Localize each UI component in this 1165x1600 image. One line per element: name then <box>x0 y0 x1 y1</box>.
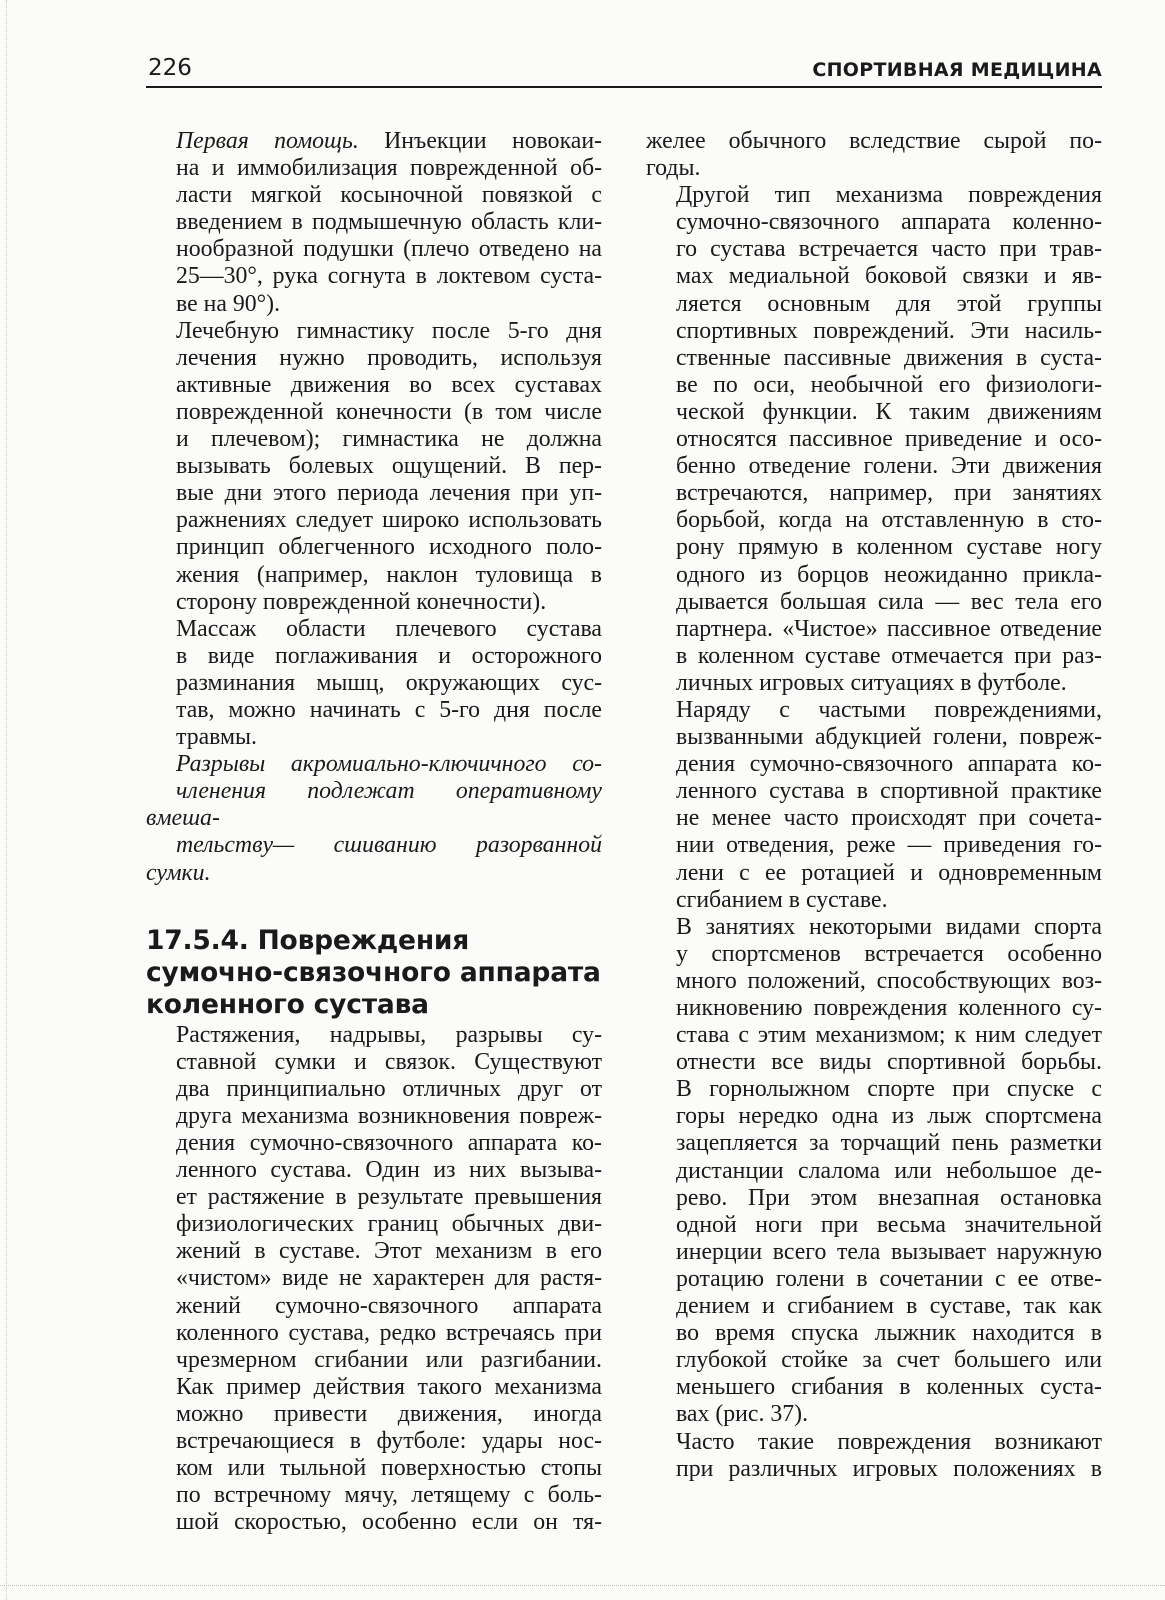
text-line: во время спуска лыжник находится в <box>676 1320 1102 1347</box>
text-line: годы. <box>646 155 701 182</box>
text-line: сгибанием в суставе. <box>676 886 888 913</box>
text-line: В занятиях некоторыми видами спорта <box>676 913 1102 940</box>
paragraph-acromioclavicular <box>146 751 602 886</box>
paragraph-sprains <box>146 1022 602 1537</box>
first-aid-lead: Первая помощь. <box>176 128 359 154</box>
paragraph-abduction <box>646 697 1102 914</box>
text-line: ляется основным для этой группы <box>676 290 1102 317</box>
paragraph-sports-positions <box>646 914 1102 1429</box>
text-line: желее обычного вследствие сырой по- <box>646 128 1102 154</box>
text-line: личных игровых ситуациях в футболе. <box>676 669 1067 696</box>
text-line: введением в подмышечную область кли- <box>176 209 602 236</box>
scan-edge-left <box>0 0 7 1600</box>
text-line: рево. При этом внезапная остановка <box>676 1184 1102 1211</box>
text-line: дывается большая сила — вес тела его <box>676 588 1102 615</box>
text-line: меньшего сгибания в коленных суста- <box>676 1374 1102 1401</box>
text-line: Массаж области плечевого сустава <box>176 615 602 642</box>
text-line: жений в суставе. Этот механизм в его <box>176 1238 602 1265</box>
text-line: друга механизма возникновения повреж- <box>176 1102 602 1129</box>
text-line: партнера. «Чистое» пассивное отведение <box>676 615 1102 642</box>
text-line: не менее часто происходят при сочета- <box>676 805 1102 832</box>
text-line: много положений, способствующих воз- <box>676 967 1102 994</box>
text-line: ленного сустава. Один из них вызыва- <box>176 1157 602 1184</box>
right-column <box>646 128 1102 1483</box>
text-line: 25—30°, рука согнута в локтевом суста- <box>176 263 602 290</box>
text-line: на и иммобилизация поврежденной об- <box>176 155 602 182</box>
text-line: вые дни этого периода лечения при уп- <box>176 480 602 507</box>
text-line: дения сумочно-связочного аппарата ко- <box>676 751 1102 778</box>
text-line: тав, можно начинать с 5-го дня после <box>176 696 602 723</box>
text-line: нии отведения, реже — приведения го- <box>676 832 1102 859</box>
text-line: встречающиеся в футболе: удары нос- <box>176 1428 602 1455</box>
text-line: вах (рис. 37). <box>676 1401 809 1428</box>
text-line: мах медиальной боковой связки и яв- <box>676 263 1102 290</box>
text-line: одной ноги при весьма значительной <box>676 1211 1102 1238</box>
text-line: коленного сустава, редко встречаясь при <box>176 1319 602 1346</box>
text-line: вызывать болевых ощущений. В пер- <box>176 453 602 480</box>
text-line: и плечевом); гимнастика не должна <box>176 426 602 453</box>
text-line: бенно отведение голени. Эти движения <box>676 453 1102 480</box>
text-line: жений сумочно-связочного аппарата <box>176 1292 602 1319</box>
text-line: рону прямую в коленном суставе ногу <box>676 534 1102 561</box>
text-line: Наряду с частыми повреждениями, <box>676 696 1102 723</box>
text-line: Лечебную гимнастику после 5-го дня <box>176 317 602 344</box>
paragraph-first-aid <box>146 128 602 318</box>
section-heading <box>146 925 602 1021</box>
text-line: у спортсменов встречается особенно <box>676 940 1102 967</box>
text-line: членения подлежат оперативному вмеша- <box>146 778 602 832</box>
text-line: «чистом» виде не характерен для растя- <box>176 1265 602 1292</box>
text-line: борьбой, когда на отставленную в сто- <box>676 507 1102 534</box>
text-line: ленного сустава в спортивной практике <box>676 778 1102 805</box>
text-line: отнести все виды спортивной борьбы. <box>676 1049 1102 1076</box>
section-heading-line: коленного сустава <box>146 988 429 1020</box>
text-line: ставной сумки и связок. Существуют <box>176 1048 602 1075</box>
text-line: ственные пассивные движения в суста- <box>676 344 1102 371</box>
text-line: ком или тыльной поверхностью стопы <box>176 1455 602 1482</box>
text-line: никновению повреждения коленного су- <box>676 995 1102 1021</box>
paragraph-continuation <box>646 128 1102 182</box>
text-line: горы нередко одна из лыж спортсмена <box>676 1103 1102 1130</box>
text-line: два принципиально отличных друг от <box>176 1075 602 1102</box>
text-line: Другой тип механизма повреждения <box>676 182 1102 209</box>
left-column <box>146 128 602 1536</box>
text-line: сторону поврежденной конечности). <box>176 588 547 615</box>
text-line: спортивных повреждений. Эти насиль- <box>676 317 1102 344</box>
text-line: вызванными абдукцией голени, повреж- <box>676 724 1102 751</box>
text-line: одного из борцов неожиданно прикла- <box>676 561 1102 588</box>
paragraph-therapeutic-gymnastics <box>146 318 602 616</box>
section-heading-line: сумочно-связочного аппарата <box>146 956 601 988</box>
text-line: дением и сгибанием в суставе, так как <box>676 1293 1102 1320</box>
paragraph-massage <box>146 616 602 751</box>
text-line: лечения нужно проводить, используя <box>176 344 602 371</box>
text-line: ротацию голени в сочетании с ее отве- <box>676 1265 1102 1292</box>
text-line: активные движения во всех суставах <box>176 371 602 398</box>
text-line: встречаются, например, при занятиях <box>676 480 1102 507</box>
text-line: глубокой стойке за счет большего или <box>676 1347 1102 1374</box>
paragraph-game-positions <box>646 1429 1102 1483</box>
text-line: го сустава встречается часто при трав- <box>676 236 1102 263</box>
text-line: жения (например, наклон туловища в <box>176 561 602 588</box>
text-line: разминания мышц, окружающих сус- <box>176 669 602 696</box>
text-line: при различных игровых положениях в <box>676 1455 1102 1482</box>
text-line: дения сумочно-связочного аппарата ко- <box>176 1130 602 1156</box>
text-line: ве по оси, необычной его физиологи- <box>676 371 1102 398</box>
text-line: Как пример действия такого механизма <box>176 1373 602 1400</box>
text-line: тельству— сшиванию разорванной сумки. <box>146 832 602 886</box>
text-line: нообразной подушки (плечо отведено на <box>176 236 602 263</box>
text-line: чрезмерном сгибании или разгибании. <box>176 1346 602 1373</box>
text-line: Растяжения, надрывы, разрывы су- <box>176 1021 602 1048</box>
text-line: става с этим механизмом; к ним следует <box>676 1022 1102 1049</box>
text-line: травмы. <box>176 724 257 751</box>
text-line: ве на 90°). <box>176 290 281 317</box>
text-line: Часто такие повреждения возникают <box>676 1428 1102 1455</box>
text-line: относятся пассивное приведение и осо- <box>676 426 1102 453</box>
text-line: сумочно-связочного аппарата коленно- <box>676 209 1102 236</box>
text-line: ческой функции. К таким движениям <box>676 398 1102 425</box>
text-line: в виде поглаживания и осторожного <box>176 642 602 669</box>
text-line: поврежденной конечности (в том числе <box>176 398 602 425</box>
paragraph-mechanism-two <box>646 182 1102 697</box>
text-line: шой скоростью, особенно если он тя- <box>176 1509 602 1536</box>
text-line: принцип облегченного исходного поло- <box>176 534 602 561</box>
text-line: по встречному мячу, летящему с боль- <box>176 1482 602 1509</box>
page-number: 226 <box>148 55 192 81</box>
scan-edge-bottom <box>0 1585 1165 1586</box>
page-header <box>146 52 1102 88</box>
text-line: инерции всего тела вызывает наружную <box>676 1238 1102 1265</box>
text-line: Разрывы акромиально-ключичного со- <box>176 751 602 778</box>
text-line: ет растяжение в результате превышения <box>176 1184 602 1211</box>
running-title: СПОРТИВНАЯ МЕДИЦИНА <box>812 59 1102 81</box>
text-line: зацепляется за торчащий пень разметки <box>676 1130 1102 1157</box>
text-line: лени с ее ротацией и одновременным <box>676 859 1102 886</box>
text-line: Инъекции новокаи- <box>358 128 602 154</box>
text-line: в коленном суставе отмечается при раз- <box>676 642 1102 669</box>
text-line: В горнолыжном спорте при спуске с <box>676 1076 1102 1103</box>
text-line: можно привести движения, иногда <box>176 1400 602 1427</box>
text-line: дистанции слалома или небольшое де- <box>676 1157 1102 1184</box>
section-heading-line: 17.5.4. Повреждения <box>146 924 470 956</box>
text-line: ласти мягкой косыночной повязкой с <box>176 182 602 209</box>
text-line: ражнениях следует широко использовать <box>176 507 602 534</box>
text-line: физиологических границ обычных дви- <box>176 1211 602 1238</box>
